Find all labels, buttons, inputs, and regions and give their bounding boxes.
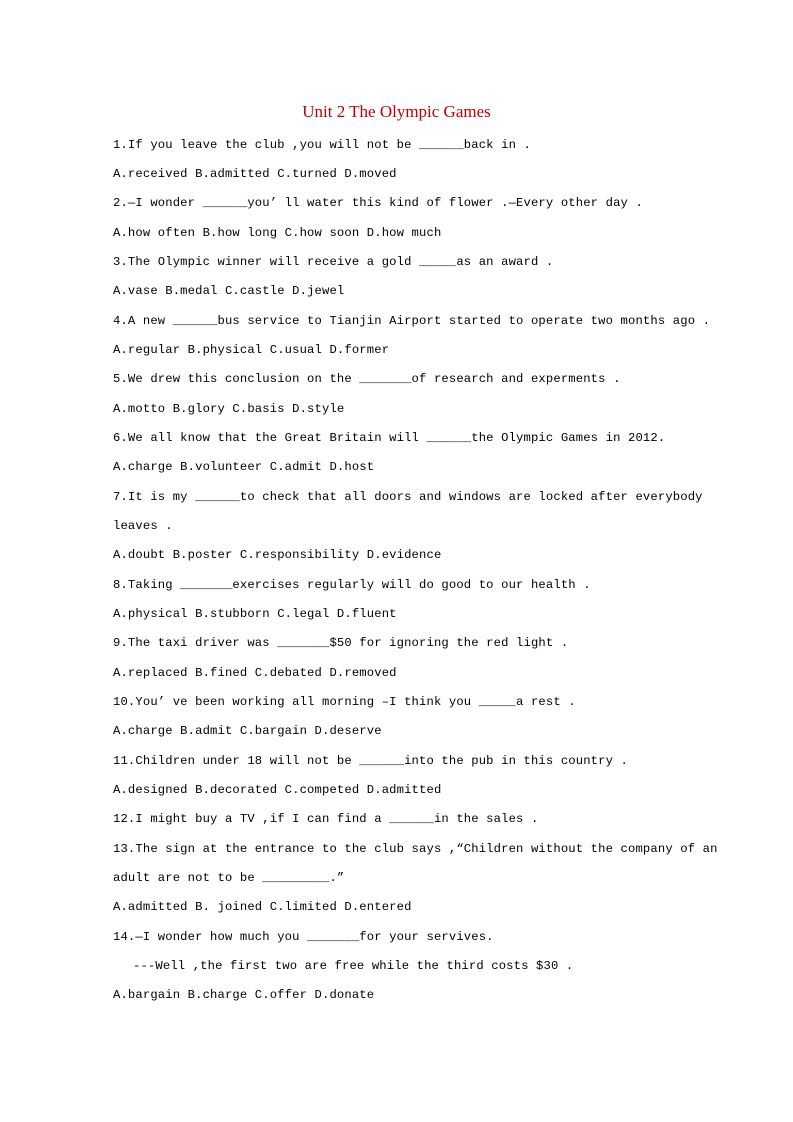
options-5: A.motto B.glory C.basis D.style bbox=[113, 402, 345, 416]
options-8: A.physical B.stubborn C.legal D.fluent bbox=[113, 607, 397, 621]
question-8: 8.Taking _______exercises regularly will do good to our health . bbox=[113, 578, 591, 592]
options-13: A.admitted B. joined C.limited D.entered bbox=[113, 900, 412, 914]
options-2: A.how often B.how long C.how soon D.how much bbox=[113, 226, 442, 240]
question-9: 9.The taxi driver was _______$50 for ignoring the red light . bbox=[113, 636, 569, 650]
question-7: 7.It is my ______to check that all doors and windows are locked after everybody bbox=[113, 490, 703, 504]
options-3: A.vase B.medal C.castle D.jewel bbox=[113, 284, 345, 298]
options-9: A.replaced B.fined C.debated D.removed bbox=[113, 666, 397, 680]
question-4: 4.A new ______bus service to Tianjin Airport started to operate two months ago . bbox=[113, 314, 711, 328]
options-11: A.designed B.decorated C.competed D.admitted bbox=[113, 783, 442, 797]
options-1: A.received B.admitted C.turned D.moved bbox=[113, 167, 397, 181]
question-11: 11.Children under 18 will not be ______into the pub in this country . bbox=[113, 754, 628, 768]
question-6: 6.We all know that the Great Britain will ______the Olympic Games in 2012. bbox=[113, 431, 666, 445]
options-6: A.charge B.volunteer C.admit D.host bbox=[113, 460, 375, 474]
question-7-continued: leaves . bbox=[113, 519, 173, 533]
question-12: 12.I might buy a TV ,if I can find a ______in the sales . bbox=[113, 812, 539, 826]
options-4: A.regular B.physical C.usual D.former bbox=[113, 343, 390, 357]
question-14-reply: ---Well ,the first two are free while the third costs $30 . bbox=[133, 959, 574, 973]
question-3: 3.The Olympic winner will receive a gold _____as an award . bbox=[113, 255, 554, 269]
options-7: A.doubt B.poster C.responsibility D.evidence bbox=[113, 548, 442, 562]
options-14: A.bargain B.charge C.offer D.donate bbox=[113, 988, 375, 1002]
question-10: 10.You’ ve been working all morning –I think you _____a rest . bbox=[113, 695, 576, 709]
question-13-continued: adult are not to be _________.” bbox=[113, 871, 345, 885]
page-title: Unit 2 The Olympic Games bbox=[302, 102, 491, 121]
question-1: 1.If you leave the club ,you will not be ______back in . bbox=[113, 138, 531, 152]
question-2: 2.—I wonder ______you’ ll water this kind of flower .—Every other day . bbox=[113, 196, 643, 210]
options-10: A.charge B.admit C.bargain D.deserve bbox=[113, 724, 382, 738]
question-5: 5.We drew this conclusion on the _______of research and experments . bbox=[113, 372, 621, 386]
question-13: 13.The sign at the entrance to the club says ,“Children without the company of an bbox=[113, 842, 718, 856]
question-14: 14.—I wonder how much you _______for your servives. bbox=[113, 930, 494, 944]
